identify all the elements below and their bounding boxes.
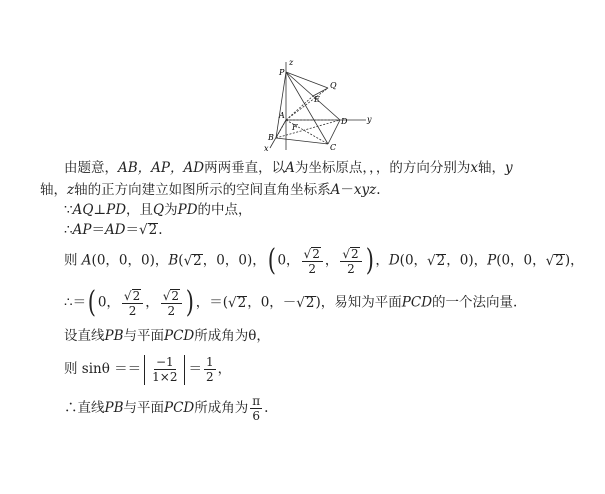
t: AP: [72, 222, 92, 238]
denominator: 2: [205, 370, 214, 384]
t: 为: [164, 202, 178, 218]
denominator: 2: [128, 303, 137, 318]
abs-bar-right: [184, 355, 185, 385]
t: 0，: [277, 252, 300, 269]
t: xyz: [353, 182, 377, 198]
t: 为坐标原点，，，的方向分别为: [294, 160, 471, 176]
t: ，0，0)，: [202, 252, 266, 269]
t: PCD: [401, 294, 433, 311]
t: 则: [64, 252, 78, 269]
numerator: π: [252, 394, 261, 408]
radicand: 2: [305, 294, 315, 311]
numerator: −1: [155, 355, 174, 369]
t: ，0)，: [446, 252, 488, 269]
t: z: [67, 182, 75, 198]
label-q: Q: [330, 81, 337, 90]
radicand: 2: [132, 288, 141, 303]
t: 轴，: [40, 182, 67, 198]
t: 与平面: [123, 400, 165, 416]
t: y: [504, 160, 513, 176]
t: PB: [104, 400, 124, 416]
radicand: 2: [237, 294, 247, 311]
t: ＝: [188, 361, 202, 377]
fraction: $\frac{√2}{2}$: [302, 247, 323, 276]
t: Q: [153, 202, 165, 218]
text-line-4: ∴AP＝AD＝√2.: [64, 222, 163, 238]
paren-close: ): [185, 285, 194, 320]
t: AB，AP，AD: [118, 160, 205, 176]
denominator: 2: [347, 261, 355, 276]
abs-bar-left: [144, 355, 145, 385]
t: 与平面: [123, 328, 165, 344]
t: B: [168, 252, 179, 269]
t: PCD: [164, 328, 195, 344]
t: ∴: [64, 222, 73, 238]
radicand: 2: [193, 252, 202, 269]
edge-cd: [328, 120, 340, 144]
t: P: [487, 252, 497, 269]
sqrt: √2: [427, 252, 446, 269]
text-line-7: [64, 326, 270, 346]
text-line-8: [64, 352, 231, 386]
t: 轴，: [477, 160, 505, 176]
paren-open: (: [87, 285, 97, 320]
edge-pc: [286, 72, 328, 144]
t: 0，: [97, 294, 120, 311]
t: 的一个法向量.: [432, 294, 518, 311]
t: .: [376, 182, 381, 198]
t: 设直线: [64, 328, 105, 344]
denominator: 2: [308, 261, 316, 276]
t: A: [285, 160, 295, 176]
label-x: x: [264, 144, 269, 153]
fraction: [150, 355, 179, 384]
t: (0，: [399, 252, 428, 269]
radicand: 2: [555, 252, 564, 269]
label-p: P: [279, 68, 285, 77]
t: )，易知为平面: [315, 294, 402, 311]
fraction: [250, 394, 262, 423]
radicand: 2: [148, 222, 158, 238]
t: PD: [177, 202, 198, 218]
t: 轴的正方向建立如图所示的空间直角坐标系: [74, 182, 331, 198]
t: )，: [564, 252, 584, 269]
t: ＝: [125, 222, 140, 238]
text-line-2: [40, 180, 381, 200]
text-line-1: [64, 158, 513, 178]
t: A: [81, 252, 92, 269]
t: ⊥: [93, 202, 107, 218]
label-c: C: [330, 143, 337, 152]
t: A: [330, 182, 341, 198]
t: (0，0，: [496, 252, 546, 269]
t: x: [470, 160, 478, 176]
t: PCD: [164, 400, 195, 416]
sqrt: √2: [139, 222, 158, 238]
denominator: 2: [167, 303, 176, 318]
t: PB: [104, 328, 124, 344]
t: (: [178, 252, 184, 269]
radicand: 2: [312, 246, 320, 261]
t: 所成角为: [194, 400, 249, 416]
t: 所成角为θ，: [194, 328, 270, 344]
edge-pq: [286, 72, 328, 88]
t: ，＝(: [195, 294, 228, 311]
sqrt: √2: [228, 294, 247, 311]
t: D: [388, 252, 400, 269]
text-line-3: [64, 200, 252, 220]
label-b: B: [268, 133, 274, 142]
t: ，: [217, 361, 232, 377]
t: ∴直线: [64, 400, 105, 416]
radicand: 2: [350, 246, 359, 261]
t: ，: [324, 252, 339, 269]
t: －: [340, 182, 354, 198]
paren-close: ): [365, 243, 374, 278]
paren-open: (: [267, 243, 276, 278]
sqrt: √2: [183, 252, 202, 269]
t: 则 sinθ ＝＝: [64, 361, 142, 377]
t: AD: [104, 222, 126, 238]
label-f: F: [292, 123, 298, 132]
text-line-6: [64, 285, 518, 320]
fraction: [204, 355, 216, 384]
t: .: [264, 400, 269, 416]
t: ，0，－: [247, 294, 297, 311]
fraction: $\frac{√2}{2}$: [122, 289, 143, 318]
fraction: $\frac{√2}{2}$: [340, 247, 361, 276]
label-e: E: [314, 95, 320, 104]
t: ＝: [91, 222, 105, 238]
denominator: 1×2: [152, 370, 178, 384]
t: PD: [106, 202, 127, 218]
segment-aq: [286, 96, 313, 120]
radicand: 2: [171, 288, 179, 303]
edge-bc: [276, 138, 328, 144]
sqrt: √2: [296, 294, 315, 311]
sqrt: √2: [545, 252, 564, 269]
label-y: y: [367, 115, 372, 124]
radicand: 2: [436, 252, 446, 269]
t: ，且: [126, 202, 154, 218]
label-z: z: [289, 58, 294, 67]
t: ∵: [64, 202, 73, 218]
text-line-5: 则 A(0，0，0)，B(√2，0，0)，( 0， $\frac{√2}{2}$ ， $\frac{√2}{2}$ ) ，D(0，√2，0)，P(0，0，√2)，: [64, 243, 584, 278]
label-d: D: [341, 117, 348, 126]
denominator: 6: [252, 409, 261, 423]
t: ，: [145, 294, 159, 311]
t: ∴＝: [64, 294, 87, 311]
t: 的中点，: [197, 202, 252, 218]
t: AQ: [72, 202, 94, 218]
fraction: $\frac{√2}{2}$: [161, 289, 182, 318]
text-line-9: [64, 392, 268, 424]
geometry-figure: [262, 58, 374, 154]
t: 两两垂直，以: [204, 160, 286, 176]
t: (0，0，0)，: [91, 252, 169, 269]
t: 由题意，: [64, 160, 118, 176]
label-a: A: [279, 111, 285, 120]
numerator: 1: [205, 355, 214, 369]
